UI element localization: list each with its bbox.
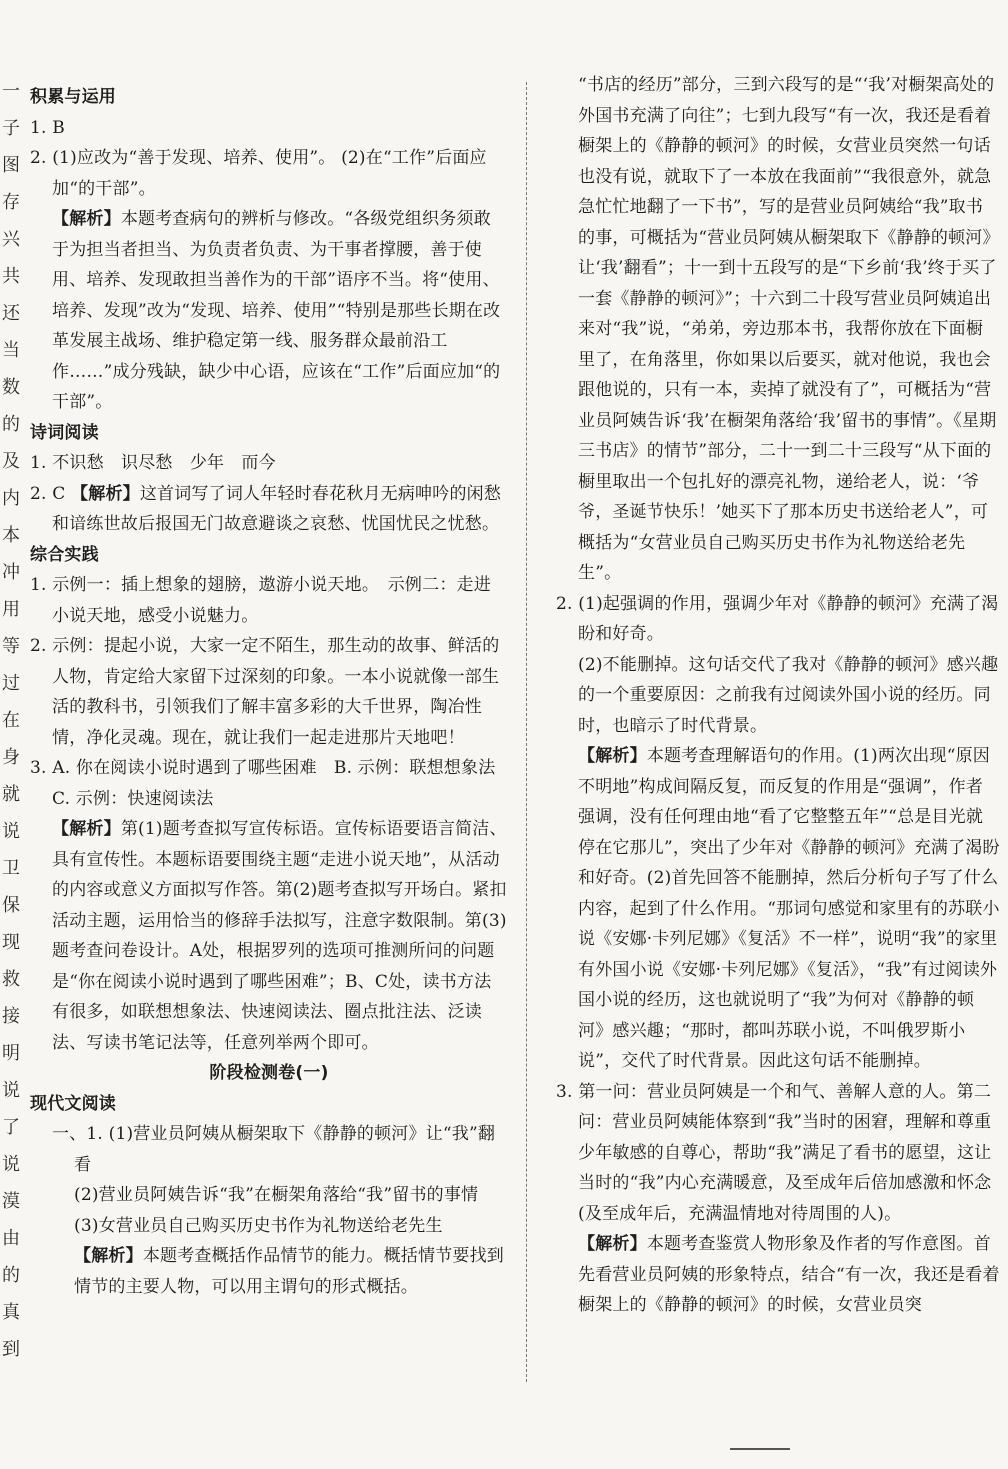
edge-glyph: 就 <box>2 784 20 805</box>
answer-1: 1. B <box>30 117 65 138</box>
analysis-tag: 【解析】 <box>71 483 140 504</box>
edge-glyph: 过 <box>2 673 20 694</box>
analysis-text: 本题考查理解语句的作用。(1)两次出现“原因不明地”构成间隔反复，而反复的作用是“强调”，作者强调，没有任何理由地“看了它整整五年”“总是目光就停在它那儿”，突出了少年对《静静的顿河》充满了渴盼和好奇。(2)首先回答不能删掉，然后分析句子写了什么内容，起到了什么作用。“那词句感觉和家里有的苏联小说《安娜·卡列尼娜》《复活》不一样”，说明“我”的家里有外国小说《安娜·卡列尼娜》《复活》，“我”有过阅读外国小说的经历，这也就说明了“我”为何对《静静的顿河》感兴趣；“那时，都叫苏联小说，不叫俄罗斯小说”，交代了时代背景。因此这句话不能删掉。 <box>578 746 1000 1071</box>
edge-glyph: 由 <box>2 1228 20 1249</box>
column-divider <box>526 82 527 1382</box>
edge-glyph: 子 <box>2 118 20 139</box>
edge-glyph: 用 <box>2 599 20 620</box>
analysis-text: 本题考查鉴赏人物形象及作者的写作意图。首先看营业员阿姨的形象特点，结合“有一次，我还是看着橱架上的《静静的顿河》的时候，女营业员突 <box>578 1234 1000 1315</box>
edge-glyph: 卫 <box>2 858 20 879</box>
analysis-text: 本题考查病句的辨析与修改。“各级党组织务须敢于为担当者担当、为负责者负责、为干事者撑腰，善于使用、培养、发现敢担当善作为的干部”语序不当。将“使用、培养、发现”改为“发现、培养、使用”“特别是那些长期在改革发展主战场、维护稳定第一线、服务群众最前沿工作……”成分残缺，缺少中心语，应该在“工作”后面应加“的干部”。 <box>52 209 501 412</box>
analysis-text: 本题考查概括作品情节的能力。概括情节要找到情节的主要人物，可以用主谓句的形式概括。 <box>74 1246 505 1297</box>
analysis-continued: “书店的经历”部分，三到六段写的是“‘我’对橱架高处的外国书充满了向往”；七到九段写“有一次，我还是看着橱架上的《静静的顿河》的时候，女营业员突然一句话也没有说，就取下了一本放在我面前”“我很意外，就急急忙忙地翻了一下书”，写的是营业员阿姨给“我”取书的事，可概括为“营业员阿姨从橱架取下《静静的顿河》让‘我’翻看”；十一到十五段写的是“下乡前‘我’终于买了一套《静静的顿河》”；十六到二十段写营业员阿姨追出来对“我”说，“弟弟，旁边那本书，我帮你放在下面橱里了，在角落里，你如果以后要买，就对他说，我也会跟他说的，只有一本，卖掉了就没有了”，可概括为“营业员阿姨告诉‘我’在橱架角落给‘我’留书的事情”。《星期三书店》的情节”部分，二十一到二十三段写“从下面的橱里取出一个包扎好的漂亮礼物，递给老人，说：‘爷爷，圣诞节快乐！’她买下了那本历史书送给老人”，可概括为“女营业员自己购买历史书作为礼物送给老先生”。 <box>578 75 1000 583</box>
answer-1: 1. 不识愁 识尽愁 少年 而今 <box>30 453 276 473</box>
section-title-accumulation: 积累与运用 <box>30 87 116 107</box>
edge-glyph: 冲 <box>2 562 20 583</box>
edge-glyph: 说 <box>2 1080 20 1101</box>
edge-glyph: 在 <box>2 710 20 731</box>
analysis-paragraph <box>556 741 1000 1077</box>
answer-1a: 一、1. (1)营业员阿姨从橱架取下《静静的顿河》让“我”翻看 <box>52 1124 496 1175</box>
edge-glyph: 一 <box>2 81 20 102</box>
edge-glyph: 漠 <box>2 1191 20 1212</box>
edge-glyph: 救 <box>2 969 20 990</box>
edge-glyph: 还 <box>2 303 20 324</box>
section-title-poetry: 诗词阅读 <box>30 422 99 443</box>
edge-glyph: 等 <box>2 636 20 657</box>
section-title-modern-reading: 现代文阅读 <box>30 1093 116 1114</box>
edge-glyph: 当 <box>2 340 20 361</box>
answer-2b: (2)不能删掉。这句话交代了我对《静静的顿河》感兴趣的一个重要原因：之前我有过阅读外国小说的经历。同时，也暗示了时代背景。 <box>578 654 999 736</box>
edge-glyph: 共 <box>2 266 20 287</box>
left-column <box>30 82 513 1382</box>
edge-glyph: 及 <box>2 451 20 472</box>
edge-glyph: 存 <box>2 192 20 213</box>
edge-glyph: 明 <box>2 1043 20 1064</box>
edge-glyph: 现 <box>2 932 20 953</box>
edge-glyph: 了 <box>2 1117 20 1138</box>
edge-glyph: 接 <box>2 1006 20 1027</box>
answer-2: 2. 示例：提起小说，大家一定不陌生，那生动的故事、鲜活的人物，肯定给大家留下过深刻的印象。一本小说就像一部生活的教科书，引领我们了解丰富多彩的大千世界，陶冶性情，净化灵魂。现在，就让我们一起走进那片天地吧！ <box>30 636 500 748</box>
analysis-text: 这首词写了词人年轻时春花秋月无病呻吟的闲愁和谙练世故后报国无门故意避谈之哀愁、忧国忧民之忧愁。 <box>52 483 502 534</box>
analysis-tag: 【解析】 <box>578 746 647 766</box>
edge-glyph: 本 <box>2 525 20 546</box>
edge-glyph: 数 <box>2 377 20 398</box>
answer-3: 3. A. 你在阅读小说时遇到了哪些困难 B. 示例：联想想象法 C. 示例：快速阅读法 <box>30 758 513 809</box>
edge-glyph: 到 <box>2 1339 20 1360</box>
edge-glyph: 的 <box>2 1265 20 1286</box>
answer-1c: (3)女营业员自己购买历史书作为礼物送给老先生 <box>74 1215 443 1236</box>
analysis-text: 第(1)题考查拟写宣传标语。宣传标语要语言简洁、具有宣传性。本题标语要围绕主题“走进小说天地”，从活动的内容或意义方面拟写作答。第(2)题考查拟写开场白。紧扣活动主题，运用恰当的修辞手法拟写，注意字数限制。第(3)题考查问卷设计。A处，根据罗列的选项可推测所问的问题是“你在阅读小说时遇到了哪些困难”；B、C处，读书方法有很多，如联想想象法、快速阅读法、圈点批注法、泛读法、写读书笔记法等，任意列举两个即可。 <box>52 819 507 1053</box>
analysis-tag: 【解析】 <box>74 1246 143 1266</box>
left-margin-cutoff-text <box>0 80 24 1380</box>
analysis-tag: 【解析】 <box>578 1234 647 1254</box>
answer-1b: (2)营业员阿姨告诉“我”在橱架角落给“我”留书的事情 <box>74 1185 479 1205</box>
edge-glyph: 图 <box>2 155 20 176</box>
edge-glyph: 说 <box>2 1154 20 1175</box>
section-title-practice: 综合实践 <box>30 544 99 565</box>
answer-3: 3. 第一问：营业员阿姨是一个和气、善解人意的人。第二问：营业员阿姨能体察到“我”当时的困窘，理解和尊重少年敏感的自尊心，帮助“我”满足了看书的愿望，这让当时的“我”内心充满暖意，及至成年后倍加感激和怀念(及至成年后，充满温情地对待周围的人)。 <box>556 1081 992 1224</box>
edge-glyph: 兴 <box>2 229 20 250</box>
analysis-paragraph <box>30 204 508 418</box>
analysis-paragraph <box>30 1241 508 1302</box>
edge-glyph: 保 <box>2 895 20 916</box>
analysis-tag: 【解析】 <box>52 819 121 839</box>
answer-2 <box>30 479 508 540</box>
right-column <box>556 70 1000 1390</box>
footer-mark <box>730 1448 790 1460</box>
edge-glyph: 的 <box>2 414 20 435</box>
answer-label: 2. C <box>30 483 72 504</box>
edge-glyph: 身 <box>2 747 20 768</box>
answer-1: 1. 示例一：插上想象的翅膀，遨游小说天地。 示例二：走进小说天地，感受小说魅力。 <box>30 575 491 626</box>
exam-title: 阶段检测卷(一) <box>209 1063 329 1083</box>
edge-glyph: 真 <box>2 1302 20 1323</box>
edge-glyph: 说 <box>2 821 20 842</box>
answer-2: 2. (1)应改为“善于发现、培养、使用”。 (2)在“工作”后面应加“的干部”。 <box>30 148 487 199</box>
edge-glyph: 内 <box>2 488 20 509</box>
answer-2a: 2. (1)起强调的作用，强调少年对《静静的顿河》充满了渴盼和好奇。 <box>556 593 999 644</box>
analysis-paragraph <box>30 814 508 1058</box>
analysis-tag: 【解析】 <box>52 209 121 229</box>
analysis-paragraph <box>556 1229 1000 1321</box>
